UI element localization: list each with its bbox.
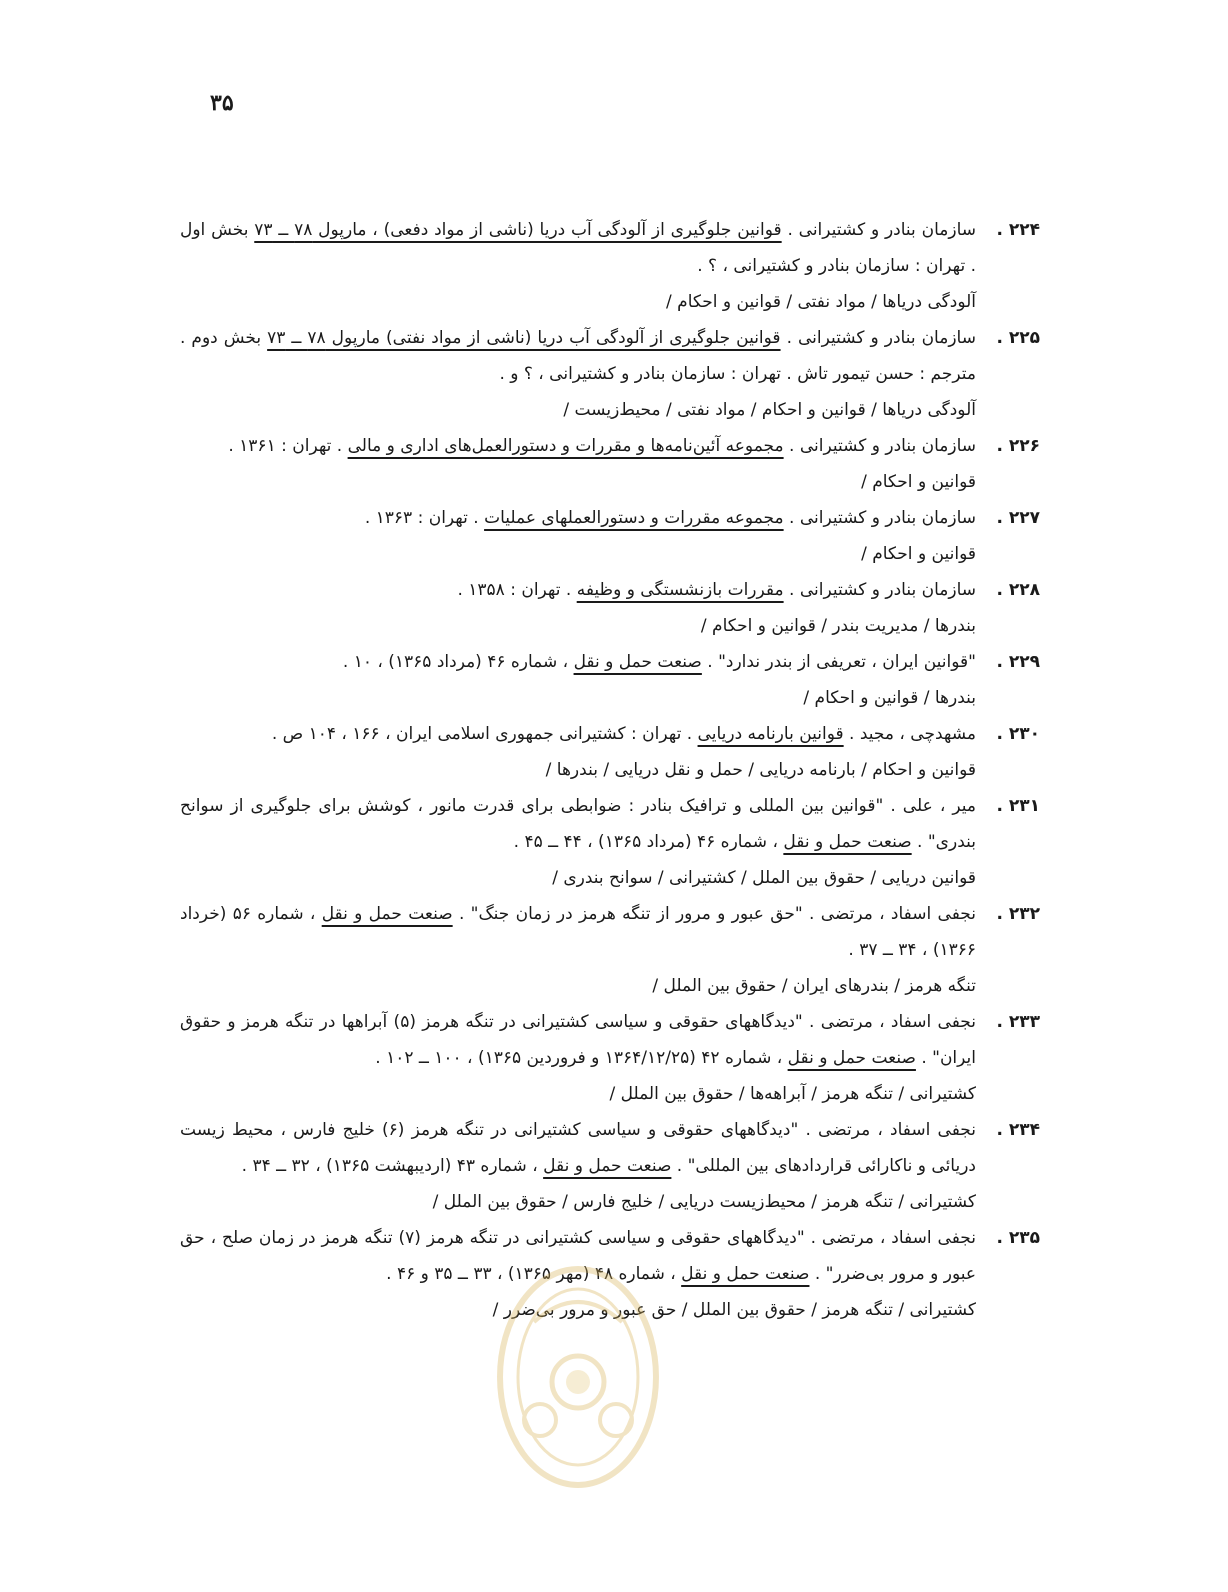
entry-number: ۲۲۸ . [996, 580, 1040, 600]
bibliography-entry [180, 212, 1040, 320]
entry-author: "قوانین ایران ، تعریفی از بندر ندارد" . [701, 652, 976, 672]
entry-citation [180, 572, 976, 608]
entry-citation [180, 644, 976, 680]
bibliography-entry [180, 500, 1040, 572]
entry-citation [180, 320, 976, 392]
entry-author: سازمان بنادر و کشتیرانی . [783, 580, 976, 600]
entry-subjects: بندرها / مدیریت بندر / قوانین و احکام / [700, 616, 976, 636]
entry-number: ۲۳۰ . [996, 724, 1040, 744]
entry-author: نجفی اسفاد ، مرتضی . "حق عبور و مرور از تنگه هرمز در زمان جنگ" . [452, 904, 976, 924]
entry-subjects: قوانین دریایی / حقوق بین الملل / کشتیرانی / سوانح بندری / [552, 868, 976, 888]
entry-publication: ، شماره ۴۳ (اردیبهشت ۱۳۶۵) ، ۳۲ ــ ۳۴ . [241, 1156, 544, 1176]
bibliography-entry [180, 644, 1040, 716]
entry-title: صنعت حمل و نقل [681, 1264, 810, 1284]
entry-publication: ، شماره ۴۸ (مهر ۱۳۶۵) ، ۳۳ ــ ۳۵ و ۴۶ . [386, 1264, 682, 1284]
entry-citation [180, 1004, 976, 1076]
entry-title: مجموعه آئین‌نامه‌ها و مقررات و دستورالعمل‌های اداری و مالی [347, 436, 784, 456]
entry-number: ۲۲۷ . [996, 508, 1040, 528]
entry-number: ۲۲۴ . [996, 220, 1040, 240]
entry-title: مقررات بازنشستگی و وظیفه [576, 580, 784, 600]
entry-title: صنعت حمل و نقل [787, 1048, 916, 1068]
entry-subjects: آلودگی دریاها / قوانین و احکام / مواد نفتی / محیط‌زیست / [563, 400, 976, 420]
entry-author: مشهدچی ، مجید . [843, 724, 976, 744]
entry-publication: ، شماره ۴۶ (مرداد ۱۳۶۵) ، ۱۰ . [342, 652, 574, 672]
bibliography-entry [180, 572, 1040, 644]
entry-citation [180, 500, 976, 536]
entry-title: قوانین بارنامه دریایی [697, 724, 844, 744]
entry-title: قوانین جلوگیری از آلودگی آب دریا (ناشی از مواد نفتی) مارپول ۷۸ ــ ۷۳ [267, 328, 781, 348]
entry-author: سازمان بنادر و کشتیرانی . [781, 220, 976, 240]
entry-author: نجفی اسفاد ، مرتضی . "دیدگاههای حقوقی و سیاسی کشتیرانی در تنگه هرمز (۶) خلیج فارس ، محیط زیست دریائی و ناکارائی قراردادهای بین المللی" . [180, 1120, 976, 1176]
entry-subjects: بندرها / قوانین و احکام / [803, 688, 976, 708]
entry-author: نجفی اسفاد ، مرتضی . "دیدگاههای حقوقی و سیاسی کشتیرانی در تنگه هرمز (۷) تنگه هرمز در زمان صلح ، حق عبور و مرور بی‌ضرر" . [180, 1228, 977, 1284]
entry-title: مجموعه مقررات و دستورالعملهای عملیات [484, 508, 784, 528]
entry-number: ۲۳۱ . [996, 796, 1040, 816]
entry-publication: . تهران : ۱۳۶۱ . [228, 436, 348, 456]
entry-citation [180, 212, 976, 284]
bibliography-list [180, 212, 1040, 1328]
entry-subjects: کشتیرانی / تنگه هرمز / حقوق بین الملل / حق عبور و مرور بی‌ضرر / [492, 1300, 976, 1320]
entry-publication: ، شماره ۴۲ (۱۳۶۴/۱۲/۲۵ و فروردین ۱۳۶۵) ، ۱۰۰ ــ ۱۰۲ . [375, 1048, 788, 1068]
entry-number: ۲۳۲ . [996, 904, 1040, 924]
bibliography-entry [180, 788, 1040, 896]
entry-subjects: تنگه هرمز / بندرهای ایران / حقوق بین الملل / [652, 976, 976, 996]
entry-subjects: قوانین و احکام / بارنامه دریایی / حمل و نقل دریایی / بندرها / [545, 760, 976, 780]
entry-title: صنعت حمل و نقل [573, 652, 702, 672]
entry-author: سازمان بنادر و کشتیرانی . [780, 328, 976, 348]
entry-publication: . تهران : ۱۳۵۸ . [457, 580, 577, 600]
bibliography-entry [180, 320, 1040, 428]
entry-subjects: کشتیرانی / تنگه هرمز / آبراهه‌ها / حقوق بین الملل / [609, 1084, 976, 1104]
entry-author: سازمان بنادر و کشتیرانی . [783, 436, 976, 456]
entry-subjects: قوانین و احکام / [861, 472, 976, 492]
entry-title: صنعت حمل و نقل [321, 904, 453, 924]
entry-number: ۲۲۹ . [996, 652, 1040, 672]
entry-citation [180, 1112, 976, 1184]
page-number: ۳۵ [210, 90, 234, 116]
entry-number: ۲۲۶ . [996, 436, 1040, 456]
entry-number: ۲۲۵ . [996, 328, 1040, 348]
entry-citation [180, 428, 976, 464]
entry-number: ۲۳۳ . [996, 1012, 1040, 1032]
entry-title: صنعت حمل و نقل [783, 832, 912, 852]
bibliography-entry [180, 896, 1040, 1004]
entry-publication: . تهران : کشتیرانی جمهوری اسلامی ایران ، ۱۶۶ ، ۱۰۴ ص . [271, 724, 698, 744]
entry-subjects: قوانین و احکام / [861, 544, 976, 564]
entry-title: صنعت حمل و نقل [543, 1156, 672, 1176]
bibliography-entry [180, 716, 1040, 788]
entry-subjects: آلودگی دریاها / مواد نفتی / قوانین و احکام / [666, 292, 976, 312]
bibliography-entry [180, 1004, 1040, 1112]
entry-author: نجفی اسفاد ، مرتضی . "دیدگاههای حقوقی و سیاسی کشتیرانی در تنگه هرمز (۵) آبراهها در تنگه هرمز و حقوق ایران" . [180, 1012, 977, 1068]
entry-number: ۲۳۵ . [996, 1228, 1040, 1248]
entry-citation [180, 716, 976, 752]
entry-citation [180, 896, 976, 968]
entry-author: سازمان بنادر و کشتیرانی . [783, 508, 976, 528]
entry-number: ۲۳۴ . [996, 1120, 1040, 1140]
entry-subjects: کشتیرانی / تنگه هرمز / محیط‌زیست دریایی / خلیج فارس / حقوق بین الملل / [432, 1192, 976, 1212]
bibliography-entry [180, 1112, 1040, 1220]
entry-publication: . تهران : ۱۳۶۳ . [364, 508, 485, 528]
entry-publication: ، شماره ۵۶ (خرداد ۱۳۶۶) ، ۳۴ ــ ۳۷ . [180, 904, 976, 960]
entry-citation [180, 788, 976, 860]
entry-publication: بخش دوم . مترجم : حسن تیمور تاش . تهران : سازمان بنادر و کشتیرانی ، ؟ و . [180, 328, 976, 384]
entry-author: میر ، علی . "قوانین بین المللی و ترافیک بنادر : ضوابطی برای قدرت مانور ، کوشش برای جلوگیری از سوانح بندری" . [180, 796, 976, 852]
entry-publication: بخش اول . تهران : سازمان بنادر و کشتیرانی ، ؟ . [180, 220, 976, 276]
entry-publication: ، شماره ۴۶ (مرداد ۱۳۶۵) ، ۴۴ ــ ۴۵ . [513, 832, 784, 852]
bibliography-entry [180, 428, 1040, 500]
library-seal-watermark [494, 1262, 662, 1492]
entry-title: قوانین جلوگیری از آلودگی آب دریا (ناشی از مواد دفعی) ، مارپول ۷۸ ــ ۷۳ [254, 220, 782, 240]
